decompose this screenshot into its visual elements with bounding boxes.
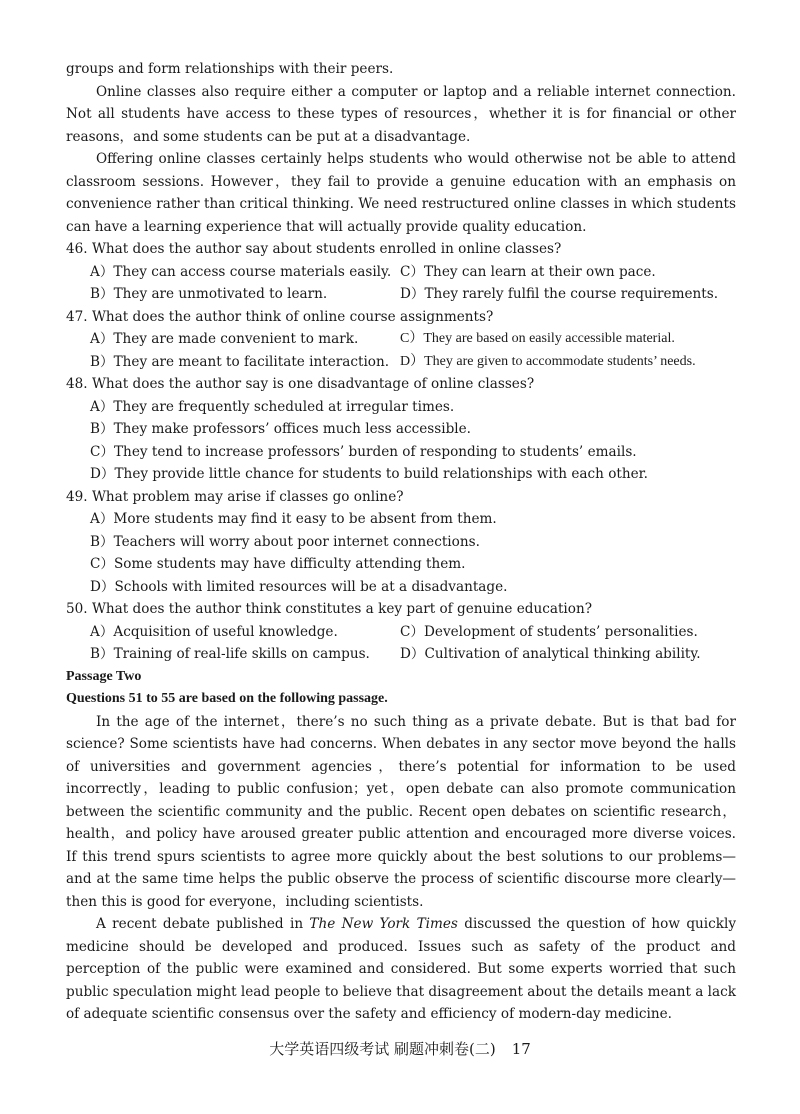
paragraph-text: discussed the question of how quickly medicine should be developed and produced. Issues such as safety of the product and perception of the public were examined and considered. But some experts worried that such public speculation might lead people to believe that disagreement about the details meant a lack of adequate scientific consensus over the safety and efficiency of modern-day medicine.	[66, 916, 736, 1022]
option-c[interactable]: C）They tend to increase professors’ burden of responding to students’ emails.	[90, 443, 637, 460]
option-a[interactable]: A）They are made convenient to mark.	[90, 331, 359, 347]
option-d[interactable]: D）They rarely fulfil the course requirements.	[400, 286, 719, 302]
question-stem: 46. What does the author say about students enrolled in online classes?	[66, 241, 562, 257]
question-stem: 48. What does the author say is one disadvantage of online classes?	[66, 376, 535, 392]
option-d[interactable]: D）They are given to accommodate students’ needs.	[400, 353, 696, 369]
option-c[interactable]: C）They are based on easily accessible material.	[400, 331, 675, 346]
option-b[interactable]: B）They make professors’ offices much less accessible.	[90, 421, 471, 437]
footer-title: 大学英语四级考试 刷题冲刺卷(二)	[269, 1040, 496, 1058]
option-row	[66, 283, 736, 306]
newspaper-title: The New York Times	[309, 916, 458, 932]
passage-two-heading: Passage Two	[66, 668, 142, 684]
option-b[interactable]: B）They are meant to facilitate interaction.	[90, 353, 390, 370]
passage-two-paragraph-2	[66, 913, 736, 1026]
option-b[interactable]: B）Training of real-life skills on campus.	[90, 646, 370, 662]
option-c[interactable]: C）Some students may have difficulty attending them.	[90, 556, 466, 572]
option-a[interactable]: A）Acquisition of useful knowledge.	[90, 623, 338, 640]
option-c[interactable]: C）Development of students’ personalities.	[400, 623, 698, 640]
option-c[interactable]: C）They can learn at their own pace.	[400, 263, 656, 280]
passage-one-line: groups and form relationships with their peers.	[66, 61, 394, 77]
page-number: 17	[511, 1040, 531, 1058]
passage-one-paragraph: Online classes also require either a computer or laptop and a reliable internet connection. Not all students have access to these types of resources，whether it is for financial or other reasons，and some students can be put at a disadvantage.	[66, 83, 736, 145]
passage-two-paragraph-1: In the age of the internet，there’s no such thing as a private debate. But is that bad for science? Some scientists have had concerns. When debates in any sector move beyond the halls of universities and government agencies，there’s potential for information to be used incorrectly，leading to public confusion；yet，open debate can also promote communication between the scientific community and the public. Recent open debates on scientific research，health，and policy have aroused greater public attention and encouraged more diverse voices. If this trend spurs scientists to agree more quickly about the best solutions to our problems—and at the same time helps the public observe the process of scientific discourse more clearly—then this is good for everyone，including scientists.	[66, 713, 736, 910]
option-row	[66, 621, 736, 644]
option-d[interactable]: D）Schools with limited resources will be at a disadvantage.	[90, 578, 508, 595]
option-d[interactable]: D）They provide little chance for students to build relationships with each other.	[90, 466, 648, 482]
page-content	[66, 58, 736, 1026]
option-row	[66, 261, 736, 284]
question-stem: 47. What does the author think of online course assignments?	[66, 308, 494, 325]
question-46	[66, 238, 736, 306]
question-50	[66, 598, 736, 666]
option-d[interactable]: D）Cultivation of analytical thinking ability.	[400, 646, 701, 662]
option-a[interactable]: A）More students may find it easy to be absent from them.	[90, 511, 497, 527]
option-row	[66, 643, 736, 666]
paragraph-text: A recent debate published in	[96, 916, 310, 932]
question-49	[66, 486, 736, 599]
option-b[interactable]: B）Teachers will worry about poor internet connections.	[90, 533, 480, 550]
option-a[interactable]: A）They are frequently scheduled at irregular times.	[90, 398, 455, 415]
page-footer	[0, 1038, 800, 1059]
passage-two-instruction: Questions 51 to 55 are based on the following passage.	[66, 691, 388, 706]
option-row	[66, 328, 736, 351]
option-row	[66, 351, 736, 374]
question-stem: 50. What does the author think constitutes a key part of genuine education?	[66, 601, 593, 617]
question-stem: 49. What problem may arise if classes go online?	[66, 488, 404, 505]
option-a[interactable]: A）They can access course materials easily.	[90, 263, 392, 280]
question-48	[66, 373, 736, 486]
option-b[interactable]: B）They are unmotivated to learn.	[90, 286, 328, 302]
passage-one-paragraph: Offering online classes certainly helps students who would otherwise not be able to attend classroom sessions. However，they fail to provide a genuine education with an emphasis on convenience rather than critical thinking. We need restructured online classes in which students can have a learning experience that will actually provide quality education.	[66, 151, 736, 235]
question-47	[66, 306, 736, 374]
